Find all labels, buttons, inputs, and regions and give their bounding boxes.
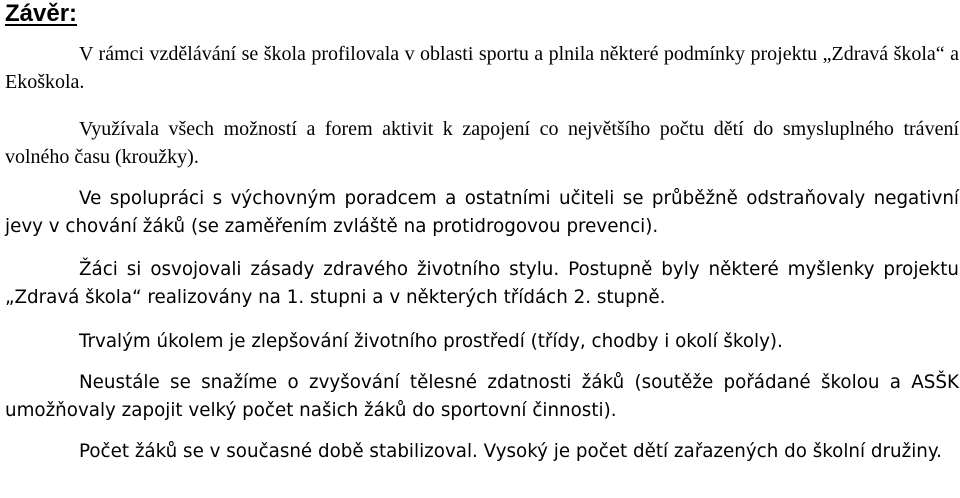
paragraph-sports-profile: V rámci vzdělávání se škola profilovala v oblasti sportu a plnila některé podmínky projektu „Zdravá škola“ a Ekoškola.: [5, 43, 959, 93]
conclusion-heading: Závěr:: [5, 0, 78, 27]
paragraph-activities: Využívala všech možností a forem aktivit k zapojení co největšího počtu dětí do smysluplného trávení volného času (kroužky).: [5, 118, 959, 168]
paragraph-prevention: Ve spolupráci s výchovným poradcem a ostatními učiteli se průběžně odstraňovaly negativní jevy v chování žáků (se zaměřením zvláště na protidrogovou prevenci).: [5, 188, 959, 237]
paragraph-pupil-count: Počet žáků se v současné době stabilizoval. Vysoký je počet dětí zařazených do školní družiny.: [79, 441, 942, 462]
paragraph-physical-fitness: Neustále se snažíme o zvyšování tělesné zdatnosti žáků (soutěže pořádané školou a ASŠK umožňovaly zapojit velký počet našich žáků do sportovní činnosti).: [5, 372, 959, 421]
paragraph-environment: Trvalým úkolem je zlepšování životního prostředí (třídy, chodby i okolí školy).: [79, 331, 783, 352]
paragraph-healthy-lifestyle: Žáci si osvojovali zásady zdravého životního stylu. Postupně byly některé myšlenky projektu „Zdravá škola“ realizovány na 1. stupni a v některých třídách 2. stupně.: [5, 259, 959, 308]
